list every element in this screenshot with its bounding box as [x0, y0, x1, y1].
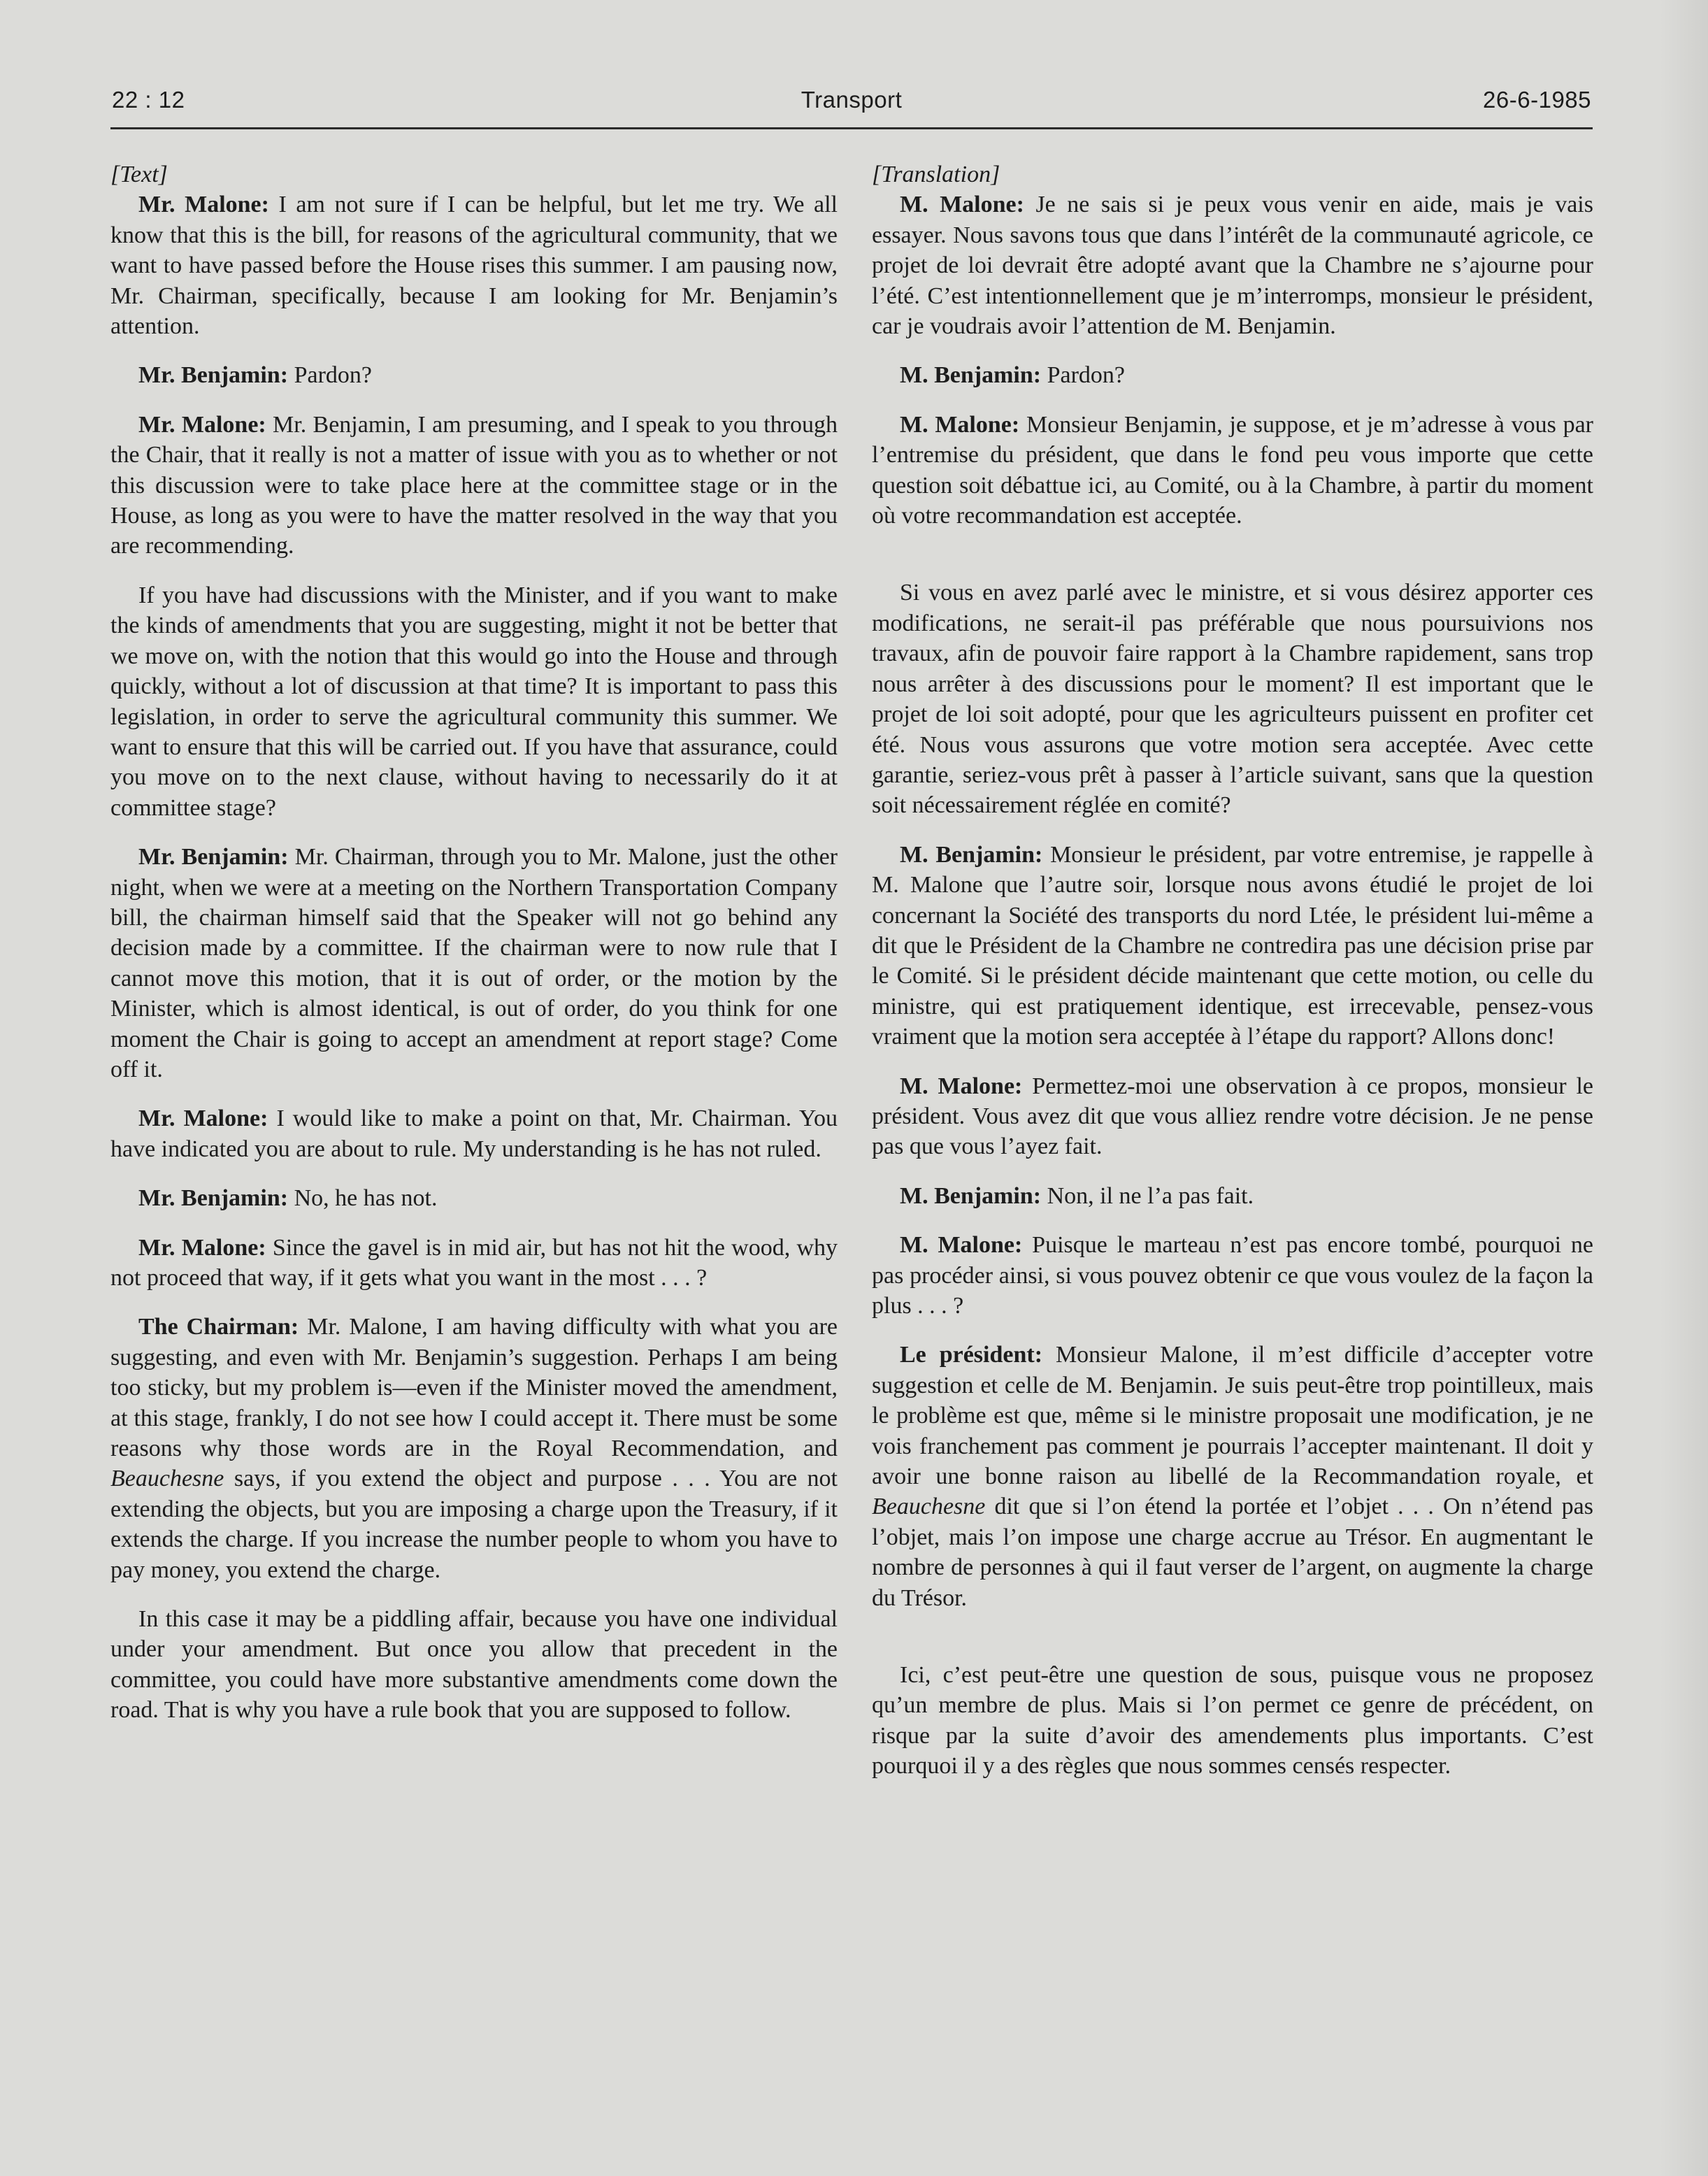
speech-paragraph — [110, 360, 838, 390]
speech-paragraph — [110, 842, 838, 1085]
speech-text: Monsieur le président, par votre entremise, je rappelle à M. Malone que l’autre soir, lorsque nous avons étudié le projet de loi concernant la Société des transports du nord Ltée, le président lui-même a dit que le Président de la Chambre ne contredira pas une décision prise par le Comité. Si le président décide maintenant que cette motion, ou celle du ministre, qui est pratiquement identique, est irrecevable, pensez-vous vraiment que la motion sera acceptée à l’étape du rapport? Allons donc! — [872, 841, 1593, 1050]
speech-text: I am not sure if I can be helpful, but let me try. We all know that this is the bill, for reasons of the agricultural community, that we want to have passed before the House rises this summer. I am pausing now, Mr. Chairman, specifically, because I am looking for Mr. Benjamin’s attention. — [110, 192, 838, 340]
speech-text: Je ne sais si je peux vous venir en aide, mais je vais essayer. Nous savons tous que dans l’intérêt de la communauté agricole, ce projet de loi devrait être adopté avant que la Chambre ne s’ajourne pour l’été. C’est intentionnellement que je m’interromps, monsieur le président, car je voudrais avoir l’attention de M. Benjamin. — [872, 192, 1593, 340]
speech-paragraph — [110, 1103, 838, 1164]
speech-paragraph — [872, 410, 1593, 531]
section-tag: [Text] — [110, 162, 168, 187]
speech-paragraph — [110, 1233, 838, 1294]
speech-paragraph — [872, 189, 1593, 341]
speech-text: dit que si l’on étend la portée et l’objet . . . On n’étend pas l’objet, mais l’on impose une charge accrue au Trésor. En augmentant le nombre de personnes à qui il faut verser de l’argent, on augmente la charge du Trésor. — [872, 1494, 1593, 1611]
speaker-name: Mr. Malone: — [138, 1105, 268, 1132]
speaker-name: Mr. Malone: — [138, 192, 269, 218]
speaker-name: Le président: — [900, 1342, 1043, 1368]
speaker-name: Mr. Malone: — [138, 411, 266, 438]
speech-text: says, if you extend the object and purpose . . . You are not extending the objects, but you are imposing a charge upon the Treasury, if it extends the charge. If you increase the number people to whom you have to pay money, you extend the charge. — [110, 1466, 838, 1583]
french-column — [872, 159, 1593, 1801]
speech-paragraph: In this case it may be a piddling affair, because you have one individual under your amendment. But once you allow that precedent in the committee, you could have more substantive amendments come down the road. That is why you have a rule book that you are supposed to follow. — [110, 1606, 838, 1724]
paragraph-gap — [872, 1632, 1593, 1660]
speech-paragraph: Si vous en avez parlé avec le ministre, et si vous désirez apporter ces modifications, ne serait-il pas préférable que nous poursuivions nos travaux, afin de pouvoir faire rapport à la Chambre rapidement, sans trop nous arrêter à des discussions pour le moment? Il est important que le projet de loi soit adopté, pour que les agriculteurs puissent en profiter cet été. Nous vous assurons que votre motion sera acceptée. Avec cette garantie, seriez-vous prêt à passer à l’article suivant, sans que la question soit nécessairement réglée en comité? — [872, 580, 1593, 819]
speech-paragraph — [872, 1181, 1593, 1211]
speaker-name: M. Benjamin: — [900, 841, 1043, 868]
page-number: 22 : 12 — [112, 87, 185, 113]
speech-paragraph — [872, 360, 1593, 390]
speaker-name: Mr. Benjamin: — [138, 844, 289, 871]
speaker-name: M. Benjamin: — [900, 1182, 1042, 1209]
book-title: Beauchesne — [872, 1494, 986, 1520]
speech-paragraph — [872, 1230, 1593, 1321]
speech-text: Mr. Chairman, through you to Mr. Malone, just the other night, when we were at a meeting on the Northern Transportation Company bill, the chairman himself said that the Speaker will not go behind any decision made by a committee. If the chairman were to now rule that I cannot move this motion, that it is out of order, or the motion by the Minister, which is almost identical, is out of order, do you think for one moment the Chair is going to accept an amendment at report stage? Come off it. — [110, 844, 838, 1082]
speech-paragraph — [110, 410, 838, 561]
speaker-name: Mr. Benjamin: — [138, 1185, 289, 1212]
speaker-name: M. Malone: — [900, 411, 1020, 438]
speech-text: I would like to make a point on that, Mr. Chairman. You have indicated you are about to rule. My understanding is he has not ruled. — [110, 1105, 838, 1162]
speech-text: Non, il ne l’a pas fait. — [1041, 1182, 1254, 1209]
speech-text: Monsieur Benjamin, je suppose, et je m’adresse à vous par l’entremise du président, que dans le fond peu vous importe que cette question soit débattue ici, au Comité, ou à la Chambre, à partir du moment où votre recommandation est acceptée. — [872, 411, 1594, 529]
page-edge-shadow — [1659, 0, 1708, 2176]
section-tag: [Translation] — [872, 162, 1000, 187]
speaker-name: M. Malone: — [900, 192, 1024, 218]
speaker-name: Mr. Benjamin: — [138, 362, 289, 389]
speech-paragraph — [872, 1340, 1593, 1613]
speech-text: Monsieur Malone, il m’est difficile d’accepter votre suggestion et celle de M. Benjamin. Je suis peut-être trop pointilleux, mais le problème est que, même si le ministre proposait une modification, je ne vois franchement pas comment je pourrais l’accepter maintenant. Il doit y avoir une bonne raison au libellé de la Recommandation royale, et — [872, 1342, 1593, 1490]
speech-text: No, he has not. — [288, 1185, 438, 1212]
speech-paragraph — [110, 1312, 838, 1585]
speech-text: Mr. Benjamin, I am presuming, and I speak to you through the Chair, that it really is not a matter of issue with you as to whether or not this discussion were to take place here at the committee stage or in the House, as long as you were to have the matter resolved in the way that you are recommending. — [110, 411, 838, 559]
running-title: Transport — [801, 87, 903, 113]
speaker-name: M. Benjamin: — [900, 362, 1042, 389]
book-title: Beauchesne — [110, 1466, 224, 1492]
speech-text: Permettez-moi une observation à ce propos, monsieur le président. Vous avez dit que vous alliez rendre votre décision. Je ne pense pas que vous l’ayez fait. — [872, 1073, 1593, 1160]
paragraph-gap — [872, 550, 1593, 578]
page-date: 26-6-1985 — [1483, 87, 1591, 113]
speech-paragraph — [110, 1183, 838, 1213]
speech-text: Puisque le marteau n’est pas encore tombé, pourquoi ne pas procéder ainsi, si vous pouvez obtenir ce que vous voulez de la façon la plus . . . ? — [872, 1232, 1594, 1319]
page-header — [110, 85, 1593, 129]
speech-paragraph: Ici, c’est peut-être une question de sous, puisque vous ne proposez qu’un membre de plus. Mais si l’on permet ce genre de précédent, on risque par la suite d’avoir des amendements plus importants. C’est pourquoi il y a des règles que nous sommes censés respecter. — [872, 1662, 1593, 1780]
speaker-name: Mr. Malone: — [138, 1234, 266, 1261]
speech-paragraph — [872, 840, 1593, 1052]
speech-text: Since the gavel is in mid air, but has not hit the wood, why not proceed that way, if it gets what you want in the most . . . ? — [110, 1234, 838, 1291]
speaker-name: The Chairman: — [138, 1314, 299, 1340]
speech-paragraph — [110, 189, 838, 341]
speaker-name: M. Malone: — [900, 1232, 1023, 1259]
speech-paragraph: If you have had discussions with the Minister, and if you want to make the kinds of amendments that you are suggesting, might it not be better that we move on, with the notion that this would go into the House and through quickly, without a lot of discussion at that time? It is important to pass this legislation, in order to serve the agricultural community this summer. We want to ensure that this will be carried out. If you have that assurance, could you move on to the next clause, without having to necessarily do it at committee stage? — [110, 582, 838, 821]
english-column — [110, 159, 838, 1745]
speech-paragraph — [872, 1071, 1593, 1162]
speech-text: Mr. Malone, I am having difficulty with what you are suggesting, and even with Mr. Benjamin’s suggestion. Perhaps I am being too sticky, but my problem is—even if the Minister moved the amendment, at this stage, frankly, I do not see how I could accept it. There must be some reasons why those words are in the Royal Recommendation, and — [110, 1314, 838, 1462]
speaker-name: M. Malone: — [900, 1073, 1023, 1099]
speech-text: Pardon? — [1041, 362, 1126, 389]
speech-text: Pardon? — [288, 362, 372, 389]
